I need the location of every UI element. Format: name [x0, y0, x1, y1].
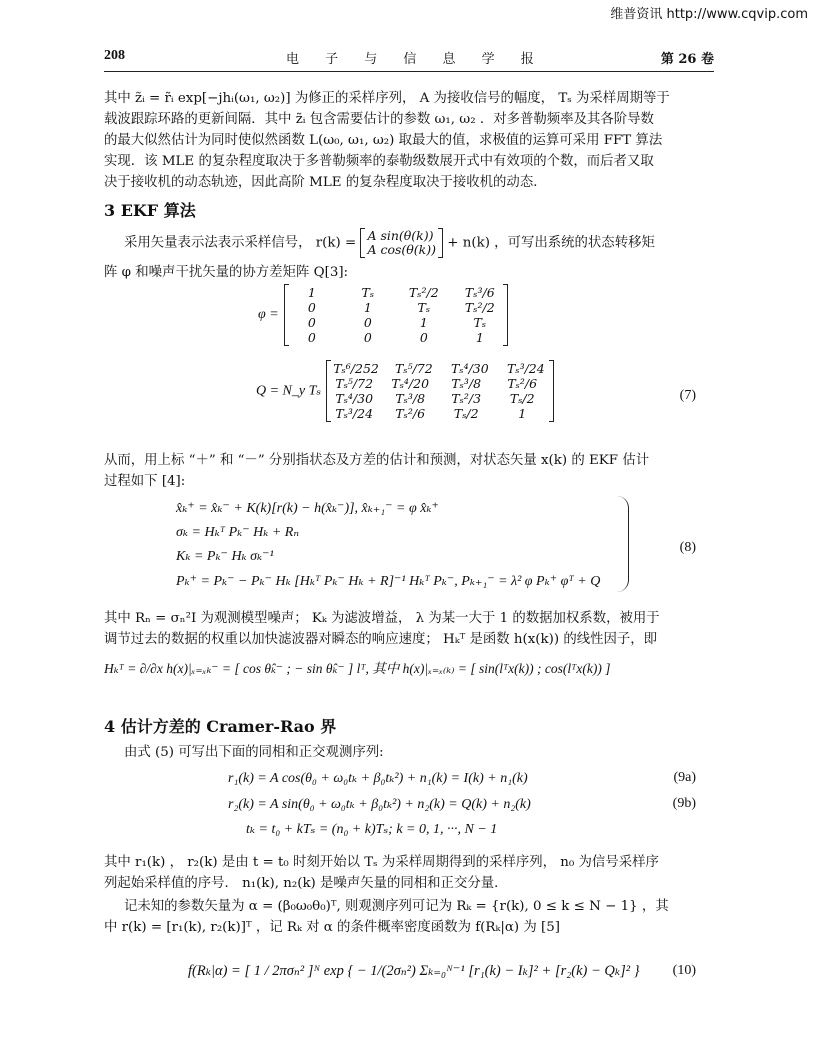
vector-entry: A cos(θ(k)) [367, 242, 436, 257]
paragraph-7 [104, 896, 718, 938]
matrix-row [333, 406, 547, 421]
matrix-cell: Tₛ³/24 [335, 406, 374, 421]
matrix-cell: 0 [363, 315, 372, 330]
page-number: 208 [104, 48, 125, 63]
matrix-row [333, 391, 547, 406]
phi-lhs: φ = [258, 307, 279, 322]
vector-entry: A sin(θ(k)) [367, 228, 434, 243]
text-line: 其中 z̃ᵢ = r̃ᵢ exp[−jhᵢ(ω₁, ω₂)] 为修正的采样序列， A 为接收信号的幅度， Tₛ 为采样周期等于 [104, 91, 670, 106]
matrix-row [291, 285, 501, 300]
text-span: + n(k) ，可写出系统的状态转移矩 [447, 235, 655, 251]
matrix-cell: Tₛ²/2 [408, 285, 439, 300]
right-brace [616, 496, 629, 592]
matrix-row [333, 376, 547, 391]
text-line: 实现．该 MLE 的复杂程度取决于多普勒频率的泰勒级数展开式中有效项的个数，而后者又取 [104, 154, 654, 169]
section-3-heading: 3 EKF 算法 [104, 201, 196, 220]
paragraph-4 [104, 608, 718, 650]
volume-label: 第 26 卷 [660, 52, 714, 67]
matrix-cell: Tₛ [417, 300, 431, 315]
paragraph-1 [104, 88, 718, 193]
matrix-row [291, 315, 501, 330]
equation-number-9a: (9a) [673, 770, 696, 785]
text-line: 其中 r₁(k) ， r₂(k) 是由 t = t₀ 时刻开始以 Tₛ 为采样周期得到的采样序列， n₀ 为信号采样序 [104, 855, 659, 870]
q-matrix-equation [256, 360, 554, 422]
matrix-cell: Tₛ²/6 [395, 406, 426, 421]
ekf-equation-4: Pₖ⁺ = Pₖ⁻ − Pₖ⁻ Hₖ [Hₖᵀ Pₖ⁻ Hₖ + R]⁻¹ Hₖᵀ Pₖ⁻, Pₖ₊₁⁻ = λ² φ Pₖ⁺ φᵀ + Q [176, 574, 601, 589]
jacobian-equation: Hₖᵀ = ∂/∂x h(x)|ₓ₌ₓₖ⁻ = [ cos θ̂ₖ⁻ ; − sin θ̂ₖ⁻ ] lᵀ, 其中 h(x)|ₓ₌ₓ₍ₖ₎ = [ sin(lᵀx(k)) ; cos(lᵀx(k)) ] [104, 661, 611, 676]
matrix-cell: 0 [307, 330, 316, 345]
matrix-cell: Tₛ⁵/72 [395, 361, 433, 376]
equation-9a: r₁(k) = A cos(θ₀ + ω₀tₖ + β₀tₖ²) + n₁(k) = I(k) + n₁(k) [228, 771, 528, 786]
q-matrix [326, 360, 554, 422]
text-line: 调节过去的数据的权重以加快滤波器对瞬态的响应速度； Hₖᵀ 是函数 h(x(k)) 的线性因子，即 [104, 632, 658, 647]
ekf-equation-2: σₖ = Hₖᵀ Pₖ⁻ Hₖ + Rₙ [176, 525, 300, 540]
matrix-row [333, 361, 547, 376]
text-line: 过程如下 [4]: [104, 474, 186, 489]
matrix-cell: 1 [363, 300, 372, 315]
paragraph-2 [124, 228, 718, 258]
text-line: 的最大似然估计为同时使似然函数 L(ω₀, ω₁, ω₂) 取最大的值，求极值的运算可采用 FFT 算法 [104, 133, 663, 148]
matrix-cell: Tₛ³/6 [464, 285, 495, 300]
text-span: 采用矢量表示法表示采样信号， r(k) = [124, 235, 357, 251]
matrix-row [291, 330, 501, 345]
q-lhs: Q = N_y Tₛ [256, 383, 322, 399]
matrix-cell: Tₛ [473, 315, 487, 330]
matrix-cell: 1 [475, 330, 484, 345]
equation-9b: r₂(k) = A sin(θ₀ + ω₀tₖ + β₀tₖ²) + n₂(k) = Q(k) + n₂(k) [228, 797, 531, 812]
matrix-cell: Tₛ⁶/252 [333, 361, 379, 376]
matrix-cell: Tₛ⁴/30 [451, 361, 489, 376]
text-line: 载波跟踪环路的更新间隔．其中 z̃ᵢ 包含需要估计的参数 ω₁, ω₂ ．对多普勒频率及其各阶导数 [104, 112, 654, 127]
matrix-cell: Tₛ²/6 [507, 376, 538, 391]
matrix-cell: Tₛ³/8 [395, 391, 426, 406]
matrix-cell: Tₛ²/3 [451, 391, 482, 406]
text-line: 中 r(k) = [r₁(k), r₂(k)]ᵀ ，记 Rₖ 对 α 的条件概率密度函数为 f(Rₖ|α) 为 [5] [104, 920, 561, 935]
matrix-cell: 1 [419, 315, 428, 330]
matrix-cell: Tₛ³/8 [451, 376, 482, 391]
equation-number-9b: (9b) [672, 796, 696, 811]
matrix-cell: Tₛ/2 [509, 391, 535, 406]
text-line: 列起始采样值的序号． n₁(k), n₂(k) 是噪声矢量的同相和正交分量． [104, 876, 508, 891]
matrix-cell: Tₛ³/24 [507, 361, 545, 376]
text-line: 从而，用上标 “＋” 和 “－” 分别指状态及方差的估计和预测，对状态矢量 x(k) 的 EKF 估计 [104, 453, 650, 468]
matrix-cell: Tₛ/2 [453, 406, 479, 421]
text-line: 记未知的参数矢量为 α = (β₀ω₀θ₀)ᵀ, 则观测序列可记为 Rₖ = {r(k), 0 ≤ k ≤ N − 1} ，其 [124, 899, 669, 914]
paragraph-5: 由式 (5) 可写出下面的同相和正交观测序列: [124, 745, 384, 760]
paragraph-6 [104, 852, 718, 894]
equation-number-8: (8) [679, 540, 696, 555]
ekf-equation-3: Kₖ = Pₖ⁻ Hₖ σₖ⁻¹ [176, 549, 274, 564]
equation-number-7: (7) [679, 388, 696, 403]
matrix-cell: 0 [419, 330, 428, 345]
paragraph-3 [104, 450, 718, 492]
text-line: 阵 φ 和噪声干扰矢量的协方差矩阵 Q[3]: [104, 265, 349, 280]
phi-matrix-equation [258, 284, 508, 346]
matrix-cell: Tₛ⁵/72 [335, 376, 374, 391]
matrix-row [291, 300, 501, 315]
matrix-cell: Tₛ⁴/30 [335, 391, 374, 406]
matrix-cell: 1 [518, 406, 527, 421]
equation-10: f(Rₖ|α) = [ 1 / 2πσₙ² ]ᴺ exp { − 1/(2σₙ²) Σₖ₌₀ᴺ⁻¹ [r₁(k) − Iₖ]² + [r₂(k) − Qₖ]² } [188, 963, 640, 979]
matrix-cell: Tₛ [361, 285, 375, 300]
text-line: 其中 Rₙ = σₙ²I 为观测模型噪声； Kₖ 为滤波增益， λ 为某一大于 1 的数据加权系数，被用于 [104, 611, 660, 626]
signal-vector [360, 228, 443, 258]
matrix-cell: Tₛ⁴/20 [391, 376, 430, 391]
matrix-cell: 0 [307, 315, 316, 330]
ekf-equation-1: x̂ₖ⁺ = x̂ₖ⁻ + K(k)[r(k) − h(x̂ₖ⁻)], x̂ₖ₊₁⁻ = φ x̂ₖ⁺ [176, 501, 439, 516]
watermark-text: 维普资讯 http://www.cqvip.com [610, 7, 808, 22]
equation-9c: tₖ = t₀ + kTₛ = (n₀ + k)Tₛ; k = 0, 1, ···, N − 1 [246, 822, 498, 837]
section-4-heading: 4 估计方差的 Cramer-Rao 界 [104, 717, 337, 736]
journal-title: 电 子 与 信 息 学 报 [286, 52, 545, 67]
matrix-cell: Tₛ²/2 [464, 300, 495, 315]
phi-matrix [284, 284, 508, 346]
matrix-cell: 0 [363, 330, 372, 345]
header-rule [104, 71, 714, 72]
matrix-cell: 1 [307, 285, 316, 300]
text-line: 决于接收机的动态轨迹，因此高阶 MLE 的复杂程度取决于接收机的动态． [104, 175, 547, 190]
equation-number-10: (10) [672, 963, 696, 978]
matrix-cell: 0 [307, 300, 316, 315]
